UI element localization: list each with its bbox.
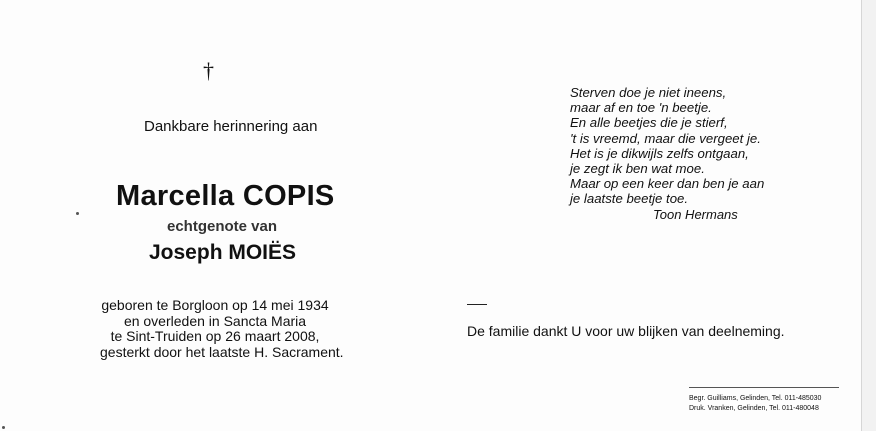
spouse-name: Joseph MOIËS <box>149 241 297 264</box>
speck <box>2 426 5 429</box>
speck <box>76 212 79 215</box>
biography <box>100 297 344 360</box>
card-edge <box>861 0 876 431</box>
bio-line: te Sint-Truiden op 26 maart 2008, <box>110 328 320 344</box>
poem-line: Het is je dikwijls zelfs ontgaan, <box>570 145 749 161</box>
poem-line: 't is vreemd, maar die vergeet je. <box>570 130 761 146</box>
bio-line: gesterkt door het laatste H. Sacrament. <box>100 343 344 360</box>
bio-line: geboren te Borgloon op 14 mei 1934 <box>101 297 329 313</box>
bio-line: en overleden in Sancta Maria <box>123 312 307 329</box>
divider <box>467 304 487 305</box>
poem <box>570 85 764 207</box>
poem-author: Toon Hermans <box>653 207 738 222</box>
cross-icon: † <box>203 58 214 83</box>
intro-text: Dankbare herinnering aan <box>144 118 318 135</box>
printer-credits <box>689 387 839 414</box>
poem-line: Sterven doe je niet ineens, <box>570 85 727 100</box>
poem-line: Maar op een keer dan ben je aan <box>570 176 765 192</box>
poem-line: je laatste beetje toe. <box>570 191 689 207</box>
deceased-name: Marcella COPIS <box>116 180 335 212</box>
poem-line: je zegt ik ben wat moe. <box>570 161 705 177</box>
poem-line: maar af en toe 'n beetje. <box>570 100 712 116</box>
credit-line: Begr. Guilliams, Gelinden, Tel. 011-485030 <box>689 395 822 402</box>
spouse-label: echtgenote van <box>167 218 278 235</box>
credit-line: Druk. Vranken, Gelinden, Tel. 011-480048 <box>689 405 819 412</box>
poem-line: En alle beetjes die je stierf, <box>570 115 728 131</box>
thanks-text: De familie dankt U voor uw blijken van deelneming. <box>467 323 785 339</box>
